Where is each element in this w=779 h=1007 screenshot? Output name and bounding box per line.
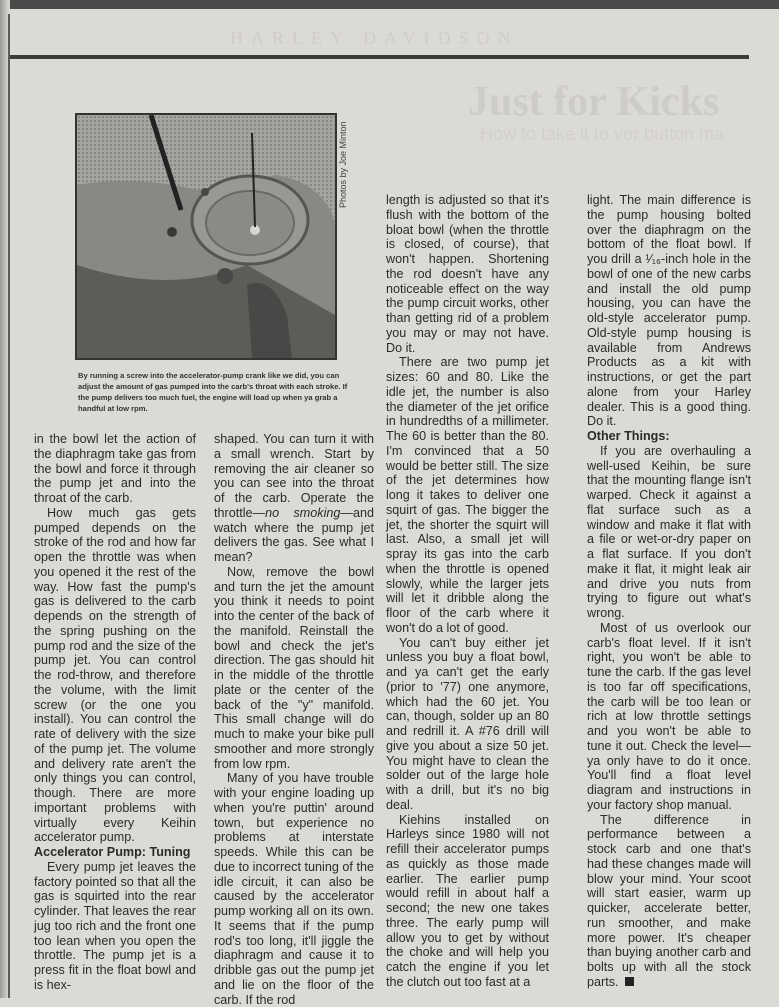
carburetor-image (77, 115, 335, 358)
article-column-3 (386, 193, 549, 990)
paragraph: Every pump jet leaves the factory pointed so that all the gas is squirted into the rear cylinder. That leaves the rear jug too rich and the front one too lean when you open the throttle. The pump jet is a press fit in the float bowl and is hex- (34, 859, 196, 992)
paragraph: If you are overhauling a well-used Keihin, be sure that the mounting flange isn't warped. Check it against a flat surface such as a window and make it flat with a file or wet-or-dry paper on a flat surface. If you don't make it flat, it might leak air and drive you nuts from trying to figure out what's wrong. (587, 443, 751, 620)
bleed-through-header: HARLEY-DAVIDSON (230, 28, 519, 48)
page-top-edge (0, 0, 779, 9)
paragraph: Many of you have trouble with your engine loading up when you're puttin' around town, but experience no problems at interstate speeds. While this can be due to incorrect tuning of the idle circuit, it can also be caused by the accelerator pump working all on its own. It seems that if the pump rod's too long, it'll jiggle the diaphragm and cause it to dribble gas out the pump jet and lie on the floor of the carb. If the rod (214, 771, 374, 1007)
paragraph: Now, remove the bowl and turn the jet the amount you think it needs to point into the center of the back of the manifold. Reinstall the bowl and check the jet's direction. The gas should hit in the middle of the throttle plate or the center of the back of the "y" manifold. This small change will do much to make your bike pull smoother and more strongly from low rpm. (214, 564, 374, 771)
section-heading-other-things: Other Things: (587, 429, 670, 443)
paragraph: Kiehins installed on Harleys since 1980 will not refill their accelerator pumps as quickly as those made earlier. The earlier pump would refill in about half a second; the new one takes three. The early pump will allow you to get by without the choke and will help you catch the engine if you let the clutch out too fast at a (386, 812, 549, 989)
paragraph: length is adjusted so that it's flush with the bottom of the bloat bowl (when the throttle is closed, of course), that won't happen. Shortening the rod doesn't have any noticeable effect on the way the pump circuit works, other than getting rid of a problem you may or may not have. Do it. (386, 193, 549, 355)
header-rule-right (502, 55, 749, 59)
photo-credit: Photos by Joe Minton (338, 121, 348, 208)
article-column-1 (34, 432, 196, 993)
carburetor-photo (75, 113, 337, 360)
article-column-2 (214, 432, 374, 1007)
section-heading-accelerator-pump-tuning: Accelerator Pump: Tuning (34, 845, 191, 859)
text-span: shaped. You can turn it with a small wrench. Start by removing the air cleaner so you can see into the throat of the carb. Operate the throttle— (214, 432, 374, 520)
paragraph: There are two pump jet sizes: 60 and 80. Like the idle jet, the number is also the diameter of the jet orifice in hundredths of a millimeter. The 60 is better than the 80. I'm convinced that a 50 would be better still. The size of the jet determines how long it takes to deliver one squirt of gas. The bigger the jet, the shorter the squirt will last. Also, a small jet will spray its gas into the carb when the throttle is opened slowly, while the larger jets will let it dribble along the floor of the carb where it won't do a lot of good. (386, 355, 549, 635)
paragraph: You can't buy either jet unless you buy a float bowl, and ya can't get the early (prior to '77) one anymore, which had the 60 jet. You can, though, solder up an 80 and redrill it. A #76 drill will give you about a size 50 jet. You might have to clean the solder out of the large hole with a drill, but it's no big deal. (386, 635, 549, 812)
photo-caption: By running a screw into the accelerator-pump crank like we did, you can adjust the amount of gas pumped into the carb's throat with each stroke. If the pump delivers too much fuel, the engine will load up when ya grab a handful at low rpm. (78, 371, 348, 413)
paragraph (214, 432, 374, 565)
header-rule (10, 55, 502, 59)
article-column-4 (587, 193, 751, 990)
paragraph: light. The main difference is the pump housing bolted over the diaphragm on the bottom of the float bowl. If you drill a ¹⁄₁₆-inch hole in the bowl of one of the new carbs and install the old pump housing, you can have the old-style accelerator pump. Old-style pump housing is available from Andrews Products as a kit with instructions, or get the part alone from your Harley dealer. This is a good thing. Do it. (587, 193, 751, 429)
end-of-article-mark-icon (625, 977, 634, 986)
text-span: The difference in performance between a stock carb and one that's had these changes made will blow your mind. Your scoot will start easier, warm up quicker, accelerate better, run smoother, and make more power. It's cheaper than buying another carb and bolts up with all the stock parts. (587, 812, 751, 989)
bleed-through-title: Just for Kicks (468, 79, 720, 125)
paragraph: Most of us overlook our carb's float level. If it isn't right, you won't be able to tune the carb. If the gas level is too far off specifications, the carb will be too lean or rich at low throttle settings and you won't be able to tune it out. Check the level—ya only have to do it once. You'll find a float level diagram and instructions in your factory shop manual. (587, 620, 751, 812)
paragraph (587, 813, 751, 990)
spine-line (8, 14, 10, 998)
paragraph: How much gas gets pumped depends on the stroke of the rod and how far open the throttle was when you opened it the rest of the way. How fast the pump's gas is delivered to the carb depends on the strength of the spring pushing on the pump rod and the size of the pump jet. You can control the rod-throw, and therefore the volume, with the limit screw (or the one you install). You can control the rate of delivery with the size of the pump jet. The volume and delivery rate aren't the only things you can control, though. There are more important problems with virtually every Keihin accelerator pump. (34, 505, 196, 845)
bleed-through-subtitle: How to take it to vor button ma (480, 124, 725, 144)
paragraph: in the bowl let the action of the diaphragm take gas from the bowl and force it through the pump jet and into the throat of the carb. (34, 432, 196, 505)
text-span: —and watch where the pump jet delivers the gas. See what I mean? (214, 505, 374, 564)
emphasis-text: no smoking (265, 505, 341, 520)
